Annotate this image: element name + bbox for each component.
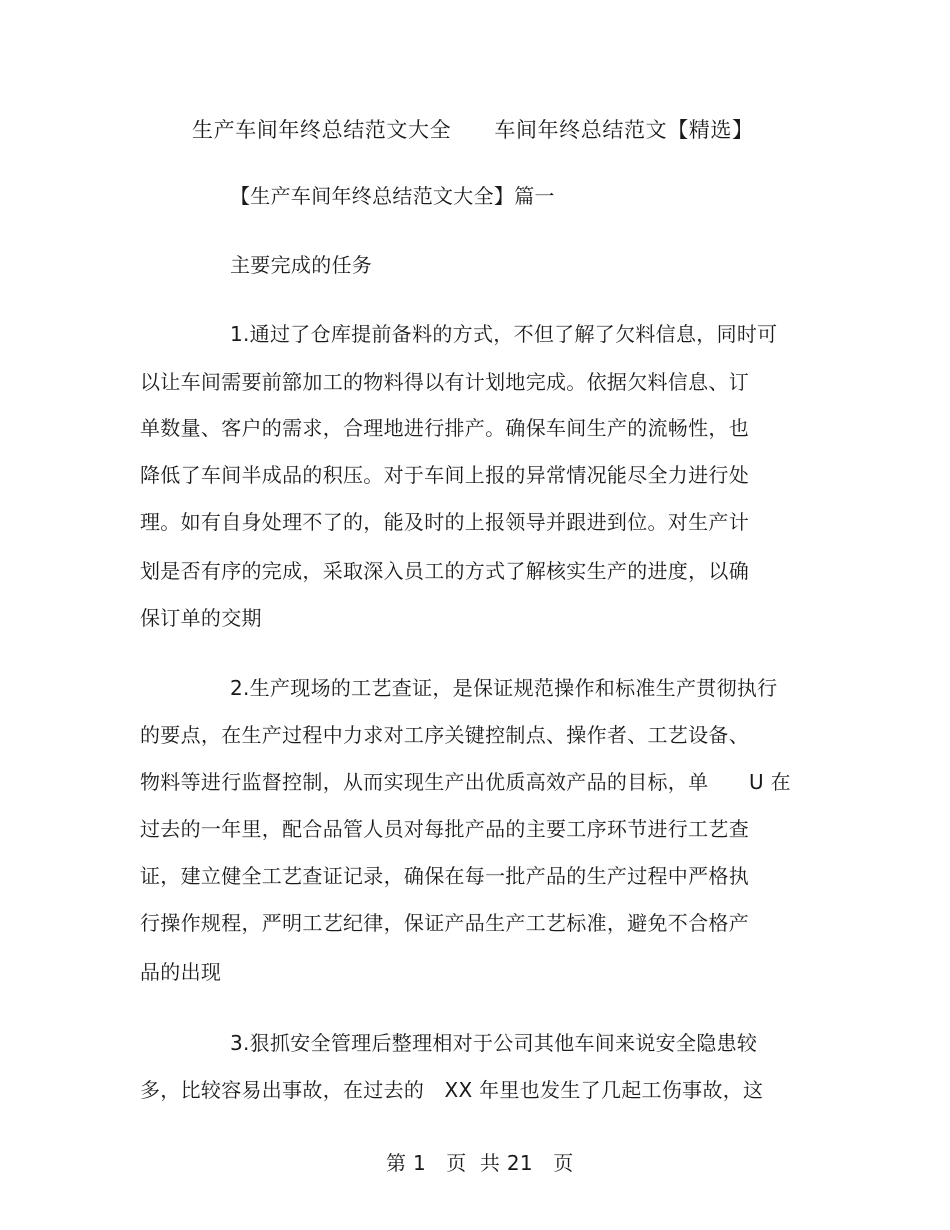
paragraph-line: 理。如有自身处理不了的，能及时的上报领导并跟进到位。对生产计: [140, 510, 749, 534]
paragraph-line: 品的出现: [140, 960, 222, 984]
paragraph-line: 的要点，在生产过程中力求对工序关键控制点、操作者、工艺设备、: [140, 723, 749, 747]
paragraph-line: 单数量、客户的需求，合理地进行排产。确保车间生产的流畅性，也: [140, 416, 749, 440]
paragraph-line: 1.通过了仓库提前备料的方式，不但了解了欠料信息，同时可: [230, 322, 778, 346]
paragraph-line: 保订单的交期: [140, 606, 262, 630]
subheading: 主要完成的任务: [230, 253, 373, 277]
paragraph-line: 以让车间需要前篰加工的物料得以有计划地完成。依据欠料信息、订: [140, 370, 749, 394]
paragraph-line: 证，建立健全工艺查证记录，确保在每一批产品的生产过程中严格执: [140, 864, 749, 888]
document-title: 生产车间年终总结范文大全 车间年终总结范文【精选】: [192, 118, 754, 142]
paragraph-line: 物料等进行监督控制，从而实现生产出优质高效产品的目标，单 U 在: [140, 770, 791, 794]
paragraph-line: 多，比较容易出事故，在过去的 XX 年里也发生了几起工伤事故，这: [140, 1078, 764, 1102]
paragraph-line: 3.狠抓安全管理后整理相对于公司其他车间来说安全隐患较: [230, 1031, 758, 1055]
paragraph-line: 行操作规程，严明工艺纪律，保证产品生产工艺标准，避免不合格产: [140, 911, 749, 935]
paragraph-line: 降低了车间半成品的积压。对于车间上报的异常情况能尽全力进行处: [140, 463, 749, 487]
paragraph-line: 过去的一年里，配合品管人员对每批产品的主要工序环节进行工艺查: [140, 817, 749, 841]
paragraph-line: 划是否有序的完成，采取深入员工的方式了解核实生产的进度，以确: [140, 559, 749, 583]
page-footer: 第 1 页 共 21 页: [386, 1151, 574, 1175]
section-heading: 【生产车间年终总结范文大全】篇一: [230, 184, 555, 208]
paragraph-line: 2.生产现场的工艺查证，是保证规范操作和标准生产贯彻执行: [230, 676, 778, 700]
